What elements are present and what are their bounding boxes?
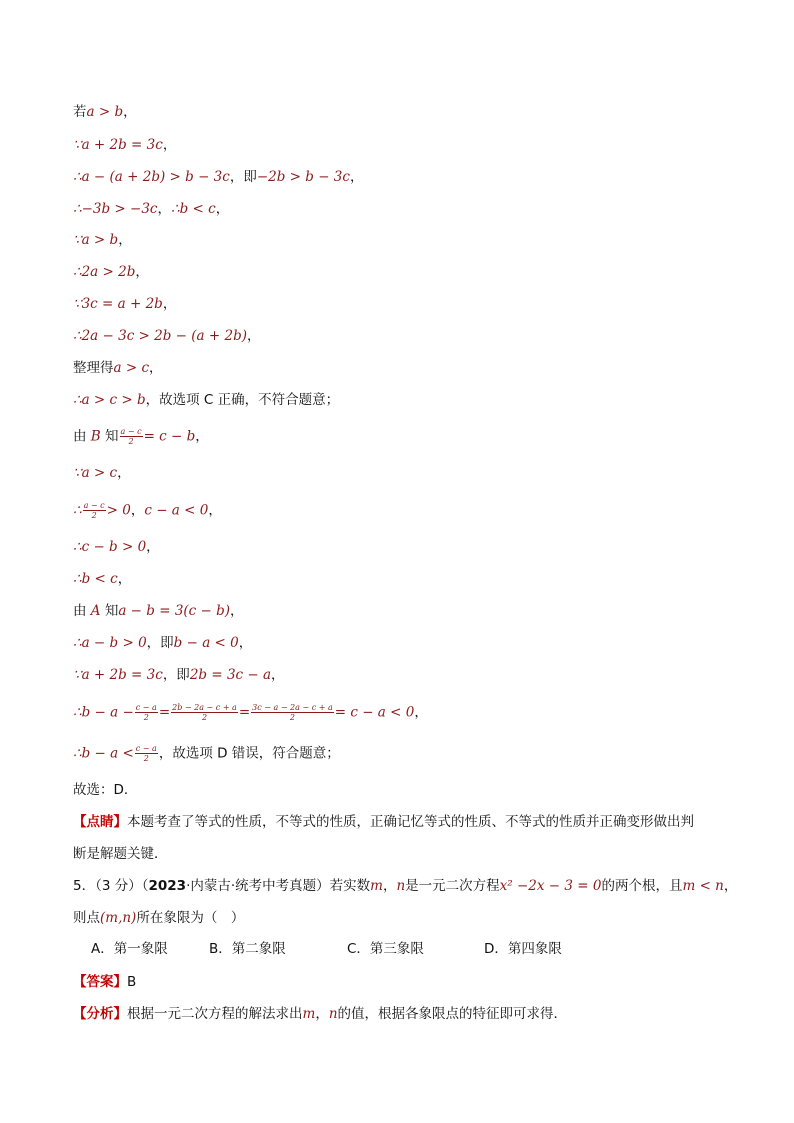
- math-expression: ∵a + 2b = 3c: [73, 667, 163, 683]
- fraction: [251, 703, 334, 722]
- year-text: 2023: [148, 878, 187, 894]
- text-run: 整理得: [73, 360, 114, 376]
- section-tag: 【分析】: [73, 1006, 127, 1022]
- math-expression: a − b = 3(c − b): [118, 603, 231, 619]
- text-run: 5．（3 分）（: [73, 878, 149, 894]
- math-expression: m < n: [682, 878, 724, 894]
- math-expression: ∵3c = a + 2b: [73, 296, 163, 312]
- fraction: [120, 427, 143, 446]
- fraction-denominator: 2: [143, 713, 149, 722]
- text-run: ，: [117, 465, 131, 481]
- text-run: ，: [349, 169, 364, 185]
- math-expression: ∴a > c > b: [73, 392, 146, 408]
- math-expression: ∴c − b > 0: [73, 539, 147, 555]
- math-expression: =: [158, 704, 171, 721]
- math-expression: ∴b − a −: [73, 704, 134, 721]
- text-run: ，: [208, 502, 222, 519]
- math-expression: ∴b < c: [73, 571, 118, 587]
- math-expression: ∴−3b > −3c: [73, 201, 158, 217]
- text-line-l7: [73, 295, 176, 313]
- text-line-l19: [73, 703, 428, 722]
- fraction: [135, 744, 158, 763]
- text-run: ，: [162, 296, 177, 312]
- text-line-l18: [73, 666, 285, 684]
- text-run: ，: [230, 603, 244, 619]
- text-run: ，: [157, 201, 171, 217]
- text-line-l11: [73, 427, 209, 446]
- math-expression: ∵a > b: [73, 232, 119, 248]
- text-line-l21: [73, 781, 137, 799]
- text-run: 本题考查了等式的性质，不等式的性质，正确记忆等式的性质、不等式的性质并正确变形做出判: [127, 814, 694, 830]
- text-run: ，即: [146, 635, 174, 651]
- text-run: ，: [117, 571, 132, 587]
- text-run: ，: [146, 539, 160, 555]
- text-run: ，: [414, 704, 428, 721]
- text-run: ·内蒙古·统考中考真题）若实数: [186, 878, 371, 894]
- math-expression: ∵a + 2b = 3c: [73, 137, 163, 153]
- text-run: 的两个根，且: [601, 878, 683, 894]
- text-run: ，: [162, 137, 177, 153]
- text-line-l3: [73, 168, 363, 186]
- text-run: 由: [73, 428, 91, 445]
- math-expression: = c − b: [143, 428, 196, 445]
- math-expression: =: [238, 704, 251, 721]
- text-run: 所在象限为（ ）: [136, 910, 245, 926]
- fraction-numerator: a − c: [83, 501, 105, 510]
- text-run: ，: [315, 1006, 329, 1022]
- math-expression: n: [328, 1006, 338, 1022]
- section-tag: 【答案】: [73, 974, 127, 990]
- text-line-l8: [73, 327, 261, 345]
- text-run: ，: [149, 360, 163, 376]
- math-expression: a > b: [86, 104, 124, 120]
- text-run: ，: [123, 104, 137, 120]
- fraction-numerator: c − a: [135, 744, 157, 753]
- text-run: ，即: [229, 169, 257, 185]
- math-expression: a > c: [113, 360, 150, 376]
- math-expression: A: [90, 603, 101, 619]
- text-line-l20: [73, 744, 340, 763]
- text-run: 故选：D．: [73, 782, 138, 798]
- text-line-l6: [73, 263, 149, 281]
- math-expression: ∴a − b > 0: [73, 635, 147, 651]
- math-expression: x² −2x − 3 = 0: [499, 878, 602, 894]
- math-expression: b − a < 0: [173, 635, 239, 651]
- fraction: [135, 703, 158, 722]
- text-line-l15: [73, 570, 131, 588]
- fraction-denominator: 2: [289, 713, 295, 722]
- math-expression: −2b > b − 3c: [256, 169, 350, 185]
- text-line-l9: [73, 359, 163, 377]
- text-line-l28: [73, 1005, 567, 1023]
- math-expression: m: [302, 1006, 316, 1022]
- math-expression: ∴: [73, 502, 82, 519]
- text-line-l5: [73, 231, 132, 249]
- math-expression: ∴2a > 2b: [73, 264, 136, 280]
- text-run: ，: [247, 328, 261, 344]
- text-line-l16: [73, 602, 244, 620]
- text-run: ，: [130, 502, 145, 519]
- text-run: 若: [73, 104, 87, 120]
- text-run: ，: [195, 428, 209, 445]
- text-run: 的值，根据各象限点的特征即可求得．: [337, 1006, 568, 1022]
- text-line-l10: [73, 391, 339, 409]
- fraction-denominator: 2: [128, 437, 134, 446]
- text-line-l13: [73, 501, 222, 520]
- option-c[interactable]: C．第三象限: [347, 941, 424, 957]
- text-run: B: [127, 974, 137, 990]
- option-a[interactable]: A．第一象限: [91, 941, 168, 957]
- text-run: ，即: [162, 667, 190, 683]
- option-d[interactable]: D．第四象限: [484, 941, 562, 957]
- math-expression: ∵a > c: [73, 465, 118, 481]
- fraction: [171, 703, 238, 722]
- text-run: 根据一元二次方程的解法求出: [127, 1006, 303, 1022]
- text-line-l24: [73, 877, 737, 895]
- text-run: ，: [135, 264, 149, 280]
- math-expression: > 0: [106, 502, 131, 519]
- math-expression: B: [90, 428, 101, 445]
- text-run: 则点: [73, 910, 100, 926]
- math-expression: ∴2a − 3c > 2b − (a + 2b): [73, 328, 247, 344]
- text-line-l14: [73, 538, 160, 556]
- fraction-numerator: c − a: [135, 703, 157, 712]
- option-b[interactable]: B．第二象限: [209, 941, 286, 957]
- text-run: ，: [215, 201, 230, 217]
- math-expression: ∴a − (a + 2b) > b − 3c: [73, 169, 230, 185]
- text-line-l4: [73, 200, 229, 218]
- text-line-l12: [73, 464, 131, 482]
- text-run: ，故选项 C 正确，不符合题意；: [145, 392, 340, 408]
- fraction-denominator: 2: [201, 713, 208, 722]
- math-expression: c − a < 0: [144, 502, 209, 519]
- math-expression: ∴b − a <: [73, 745, 134, 762]
- text-run: 知: [100, 603, 119, 619]
- fraction-denominator: 2: [143, 754, 149, 763]
- text-line-l23: [73, 845, 168, 863]
- fraction-numerator: 2b − 2a − c + a: [172, 703, 237, 712]
- fraction: [83, 501, 106, 520]
- math-expression: m: [370, 878, 383, 894]
- text-run: 是一元二次方程: [405, 878, 500, 894]
- text-run: ，故选项 D 错误，符合题意；: [158, 745, 340, 762]
- math-expression: = c − a < 0: [334, 704, 415, 721]
- text-run: ，: [118, 232, 132, 248]
- text-run: 断是解题关键．: [73, 846, 168, 862]
- math-expression: n: [396, 878, 406, 894]
- text-run: 知: [100, 428, 119, 445]
- math-expression: 2b = 3c − a: [189, 667, 272, 683]
- section-tag: 【点睛】: [73, 814, 127, 830]
- text-run: ，: [271, 667, 285, 683]
- fraction-denominator: 2: [91, 511, 97, 520]
- text-run: ，: [723, 878, 738, 894]
- fraction-numerator: 3c − a − 2a − c + a: [252, 703, 333, 712]
- text-line-l22: [73, 813, 694, 831]
- text-line-l25: [73, 909, 244, 927]
- text-run: ，: [382, 878, 397, 894]
- text-run: 由: [73, 603, 91, 619]
- text-line-l2: [73, 136, 176, 154]
- text-line-l1: [73, 103, 137, 121]
- text-line-l27: [73, 973, 136, 991]
- math-expression: (m,n): [100, 910, 137, 926]
- math-expression: ∴b < c: [171, 201, 216, 217]
- text-run: ，: [238, 635, 253, 651]
- text-line-l17: [73, 634, 252, 652]
- fraction-numerator: a − c: [120, 427, 142, 436]
